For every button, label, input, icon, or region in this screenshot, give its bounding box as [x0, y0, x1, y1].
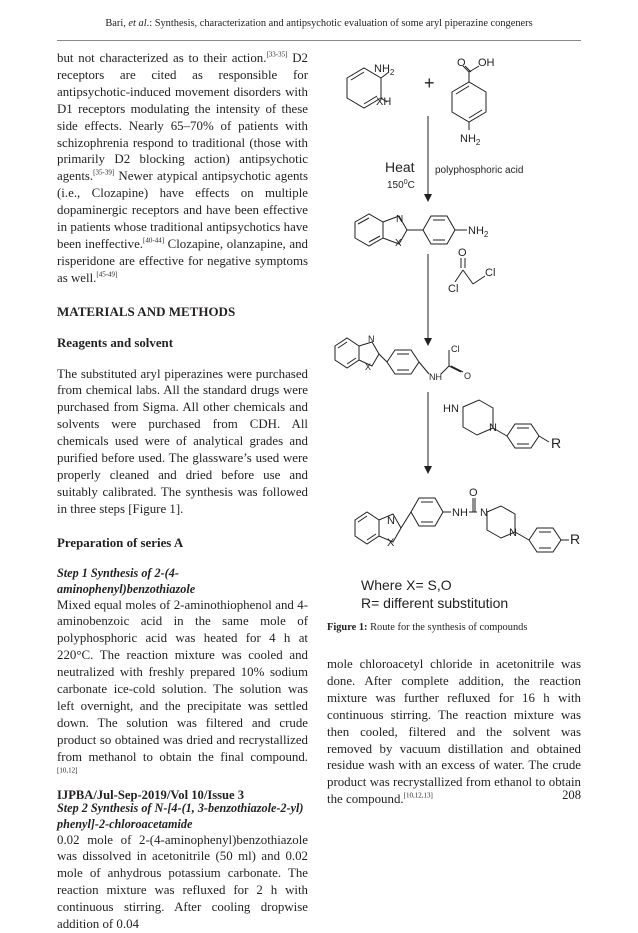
- citation: [35-39]: [93, 169, 115, 178]
- label-n-final-pip1: N: [480, 507, 488, 519]
- subsection-prep: Preparation of series A: [57, 535, 184, 550]
- step1-heading: Step 1 Synthesis of 2-(4-aminophenyl)benzothiazole: [57, 565, 196, 596]
- label-plus: +: [424, 73, 435, 93]
- paragraph-5: [327, 656, 581, 808]
- citation: [40-44]: [143, 236, 165, 245]
- label-n-final: N: [387, 515, 395, 527]
- label-heat: Heat: [385, 159, 415, 175]
- label-o-final: O: [469, 487, 478, 499]
- text-run: Newer atypical antipsychotic agents (i.e., Clozapine) have effects on multiple dopaminergic receptors and have been effective in patients whose traditional antipsychotics have been ineffective.: [57, 169, 308, 251]
- label-n-final-pip2: N: [509, 527, 517, 539]
- label-oh: OH: [478, 57, 495, 69]
- label-where-x: Where X= S,O: [361, 577, 452, 593]
- label-x-p2: X: [365, 362, 372, 372]
- label-o-cac: O: [458, 247, 467, 259]
- label-x-final: X: [387, 537, 395, 549]
- ring-final-benzo: [355, 512, 379, 544]
- subsection-reagents: Reagents and solvent: [57, 335, 174, 350]
- label-nh2-r1: NH: [374, 63, 390, 75]
- svg-text:NH2: $NH_2$: [374, 63, 395, 77]
- header-rule: [57, 40, 581, 41]
- label-cl-cac-1: Cl: [485, 267, 496, 279]
- text-run: D2 receptors are cited as responsible for antipsychotic-induced movement disorders with D1 receptors modulating the intensity of these side effects. Nearly 65–70% of patients with schizophrenia respond to traditional (those with primarily D2 blocking action) antipsychotic agents.: [57, 51, 308, 184]
- label-n-p1: N: [396, 214, 404, 225]
- text-run: but not characterized as to their action.: [57, 51, 267, 65]
- svg-text:1500C: $150^0C$: [387, 179, 415, 191]
- header-title: .: Synthesis, characterization and antipsychotic evaluation of some aryl piperazine congeners: [146, 18, 533, 29]
- label-r-reagent: R: [551, 435, 562, 451]
- footer-page-number: 208: [562, 788, 581, 802]
- label-xh: XH: [376, 96, 392, 108]
- caption-label: Figure 1:: [327, 622, 368, 633]
- text-run: Mixed equal moles of 2-aminothiophenol and 4-aminobenzoic acid in the same mole of polyphosphoric acid was heated for 4 h at 220°C. The reaction mixture was cooled and neutralized with freshly prepared 10% sodium carbonate ice-cold solution. The solution was left overnight, and the precipitate was settled down. The solution was filtered and crude product so obtained was dried and recrystallized from methanol to obtain the final compound.: [57, 597, 308, 764]
- text-run: mole chloroacetyl chloride in acetonitrile was done. After complete addition, the reaction mixture was further refluxed for 16 h with continuous stirring. The reaction mixture was then cooled, filtered and the solvent was removed by vacuum distillation and obtained residue wash with an excess of water. The crude product was recrystallized from ethanol to obtain the compound.: [327, 657, 581, 807]
- label-n-p2: N: [368, 334, 375, 344]
- running-header: [0, 18, 638, 29]
- label-o-acid: O: [457, 57, 466, 69]
- paragraph-3: [57, 597, 308, 783]
- label-r-final: R: [570, 531, 581, 547]
- text-run: Clozapine, olanzapine, and risperidone are effective for negative symptoms as well.: [57, 236, 308, 285]
- right-column-text: [327, 656, 581, 808]
- label-o-p2: O: [464, 371, 472, 381]
- citation: [10,12,13]: [403, 791, 433, 800]
- label-hn: HN: [443, 403, 459, 415]
- figure-caption: [327, 622, 527, 633]
- label-temp: 150: [387, 180, 404, 191]
- figure-1: [327, 50, 581, 618]
- label-cl-cac-2: Cl: [448, 283, 459, 295]
- section-heading: MATERIALS AND METHODS: [57, 303, 236, 319]
- citation: [33-35]: [266, 50, 288, 59]
- label-cl-p2: Cl: [451, 344, 460, 354]
- header-authors: Bari,: [105, 18, 129, 29]
- caption-text: Route for the synthesis of compounds: [367, 622, 528, 633]
- label-reagent: polyphosphoric acid: [435, 165, 524, 176]
- label-nh-p2: NH: [429, 372, 442, 382]
- citation: [10,12]: [57, 766, 78, 775]
- footer-journal: IJPBA/Jul-Sep-2019/Vol 10/Issue 3: [57, 788, 245, 802]
- synthesis-scheme: [327, 50, 581, 618]
- label-x-p1: X: [395, 238, 402, 249]
- paragraph-4: 0.02 mole of 2-(4-aminophenyl)benzothiazole was dissolved in acetonitrile (50 ml) and 0.02 mole of anhydrous potassium carbonate. The reaction mixture was refluxed for 2 h with continuous stirring. After cooling dropwise addition of 0.04: [57, 832, 308, 932]
- svg-text:NH2: $NH_2$: [460, 133, 481, 147]
- citation: [45-49]: [96, 270, 118, 279]
- label-nh2-p1: NH: [468, 225, 484, 237]
- label-nh2-r2: NH: [460, 133, 476, 145]
- paragraph-1: [57, 50, 308, 287]
- label-where-r: R= different substitution: [361, 595, 509, 611]
- paragraph-intro: [57, 50, 308, 287]
- label-n-pip: N: [489, 422, 497, 434]
- svg-text:NH2: $NH_2$: [468, 225, 489, 239]
- ring-product1-benzo: [355, 214, 383, 246]
- header-etal: et al: [128, 18, 147, 29]
- step2-heading: Step 2 Synthesis of N-[4-(1, 3-benzothiazole-2-yl) phenyl]-2-chloroacetamide: [57, 800, 304, 831]
- paragraph-2: The substituted aryl piperazines were purchased from chemical labs. All the standard drugs were purchased from Sigma. All other chemicals and solvents were purchased from CDH. All chemicals used were of analytical grades and purified before used. The glassware’s used were properly cleaned and dried before use and suitably calibrated. The synthesis was followed in three steps [Figure 1].: [57, 366, 308, 516]
- label-nh-final: NH: [452, 507, 468, 519]
- ring-reactant2: [452, 82, 486, 122]
